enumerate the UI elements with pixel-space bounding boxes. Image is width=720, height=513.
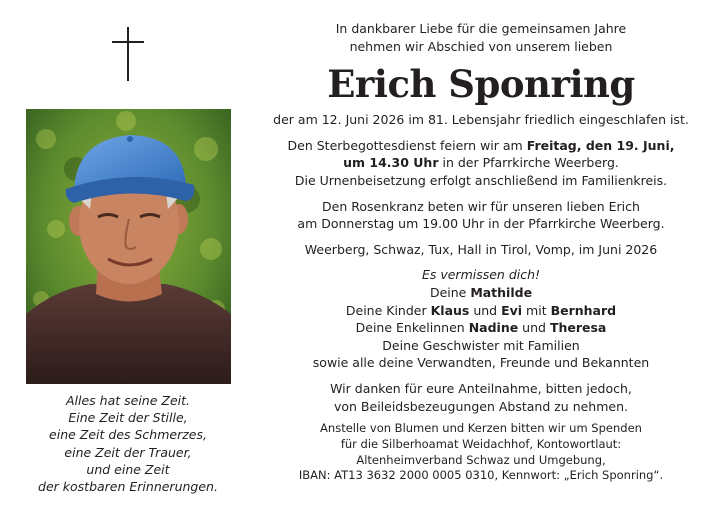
donation-line: Anstelle von Blumen und Kerzen bitten wir um Spenden — [320, 421, 642, 436]
rosary-line: Den Rosenkranz beten wir für unseren lieben Erich — [322, 198, 640, 214]
poem — [22, 392, 234, 495]
donation-line: IBAN: AT13 3632 2000 0005 0310, Kennwort: „Erich Sponring“. — [298, 468, 664, 483]
poem-line: Alles hat seine Zeit. — [66, 393, 190, 408]
mourner-line: sowie alle deine Verwandten, Freunde und Bekannten — [312, 355, 650, 371]
deceased-name: Erich Sponring — [327, 62, 635, 107]
poem-line: Eine Zeit der Stille, — [68, 410, 188, 426]
poem-line: eine Zeit der Trauer, — [64, 444, 192, 460]
mourner-line: Deine Kinder Klaus und Evi mit Bernhard — [345, 302, 617, 318]
cross-icon — [112, 27, 144, 81]
poem-line: eine Zeit des Schmerzes, — [49, 427, 207, 443]
poem-line: und eine Zeit — [86, 461, 170, 477]
donation-line: für die Silberhoamat Weidachhof, Kontowortlaut: — [340, 436, 622, 451]
portrait-photo — [26, 109, 231, 384]
intro-line: nehmen wir Abschied von unserem lieben — [349, 38, 613, 54]
mourner-line: Deine Mathilde — [429, 284, 533, 300]
mourner-line: Deine Geschwister mit Familien — [382, 337, 580, 353]
thanks-line: Wir danken für eure Anteilnahme, bitten jedoch, — [330, 380, 632, 396]
service-line: um 14.30 Uhr in der Pfarrkirche Weerberg. — [343, 155, 619, 171]
notice-text-column — [258, 20, 704, 484]
intro-line: In dankbarer Liebe für die gemeinsamen Jahre — [335, 21, 627, 36]
place-date: Weerberg, Schwaz, Tux, Hall in Tirol, Vomp, im Juni 2026 — [304, 241, 658, 257]
mourners-heading: Es vermissen dich! — [421, 267, 541, 283]
poem-line: der kostbaren Erinnerungen. — [38, 479, 218, 495]
service-line: Den Sterbegottesdienst feiern wir am Freitag, den 19. Juni, — [287, 137, 675, 153]
donation-line: Altenheimverband Schwaz und Umgebung, — [356, 452, 606, 467]
rosary-line: am Donnerstag um 19.00 Uhr in der Pfarrkirche Weerberg. — [297, 216, 665, 232]
death-line: der am 12. Juni 2026 im 81. Lebensjahr friedlich eingeschlafen ist. — [273, 112, 689, 128]
thanks-line: von Beileidsbezeugungen Abstand zu nehmen. — [333, 398, 628, 414]
mourner-line: Deine Enkelinnen Nadine und Theresa — [355, 320, 607, 336]
burial-line: Die Urnenbeisetzung erfolgt anschließend im Familienkreis. — [294, 172, 668, 188]
